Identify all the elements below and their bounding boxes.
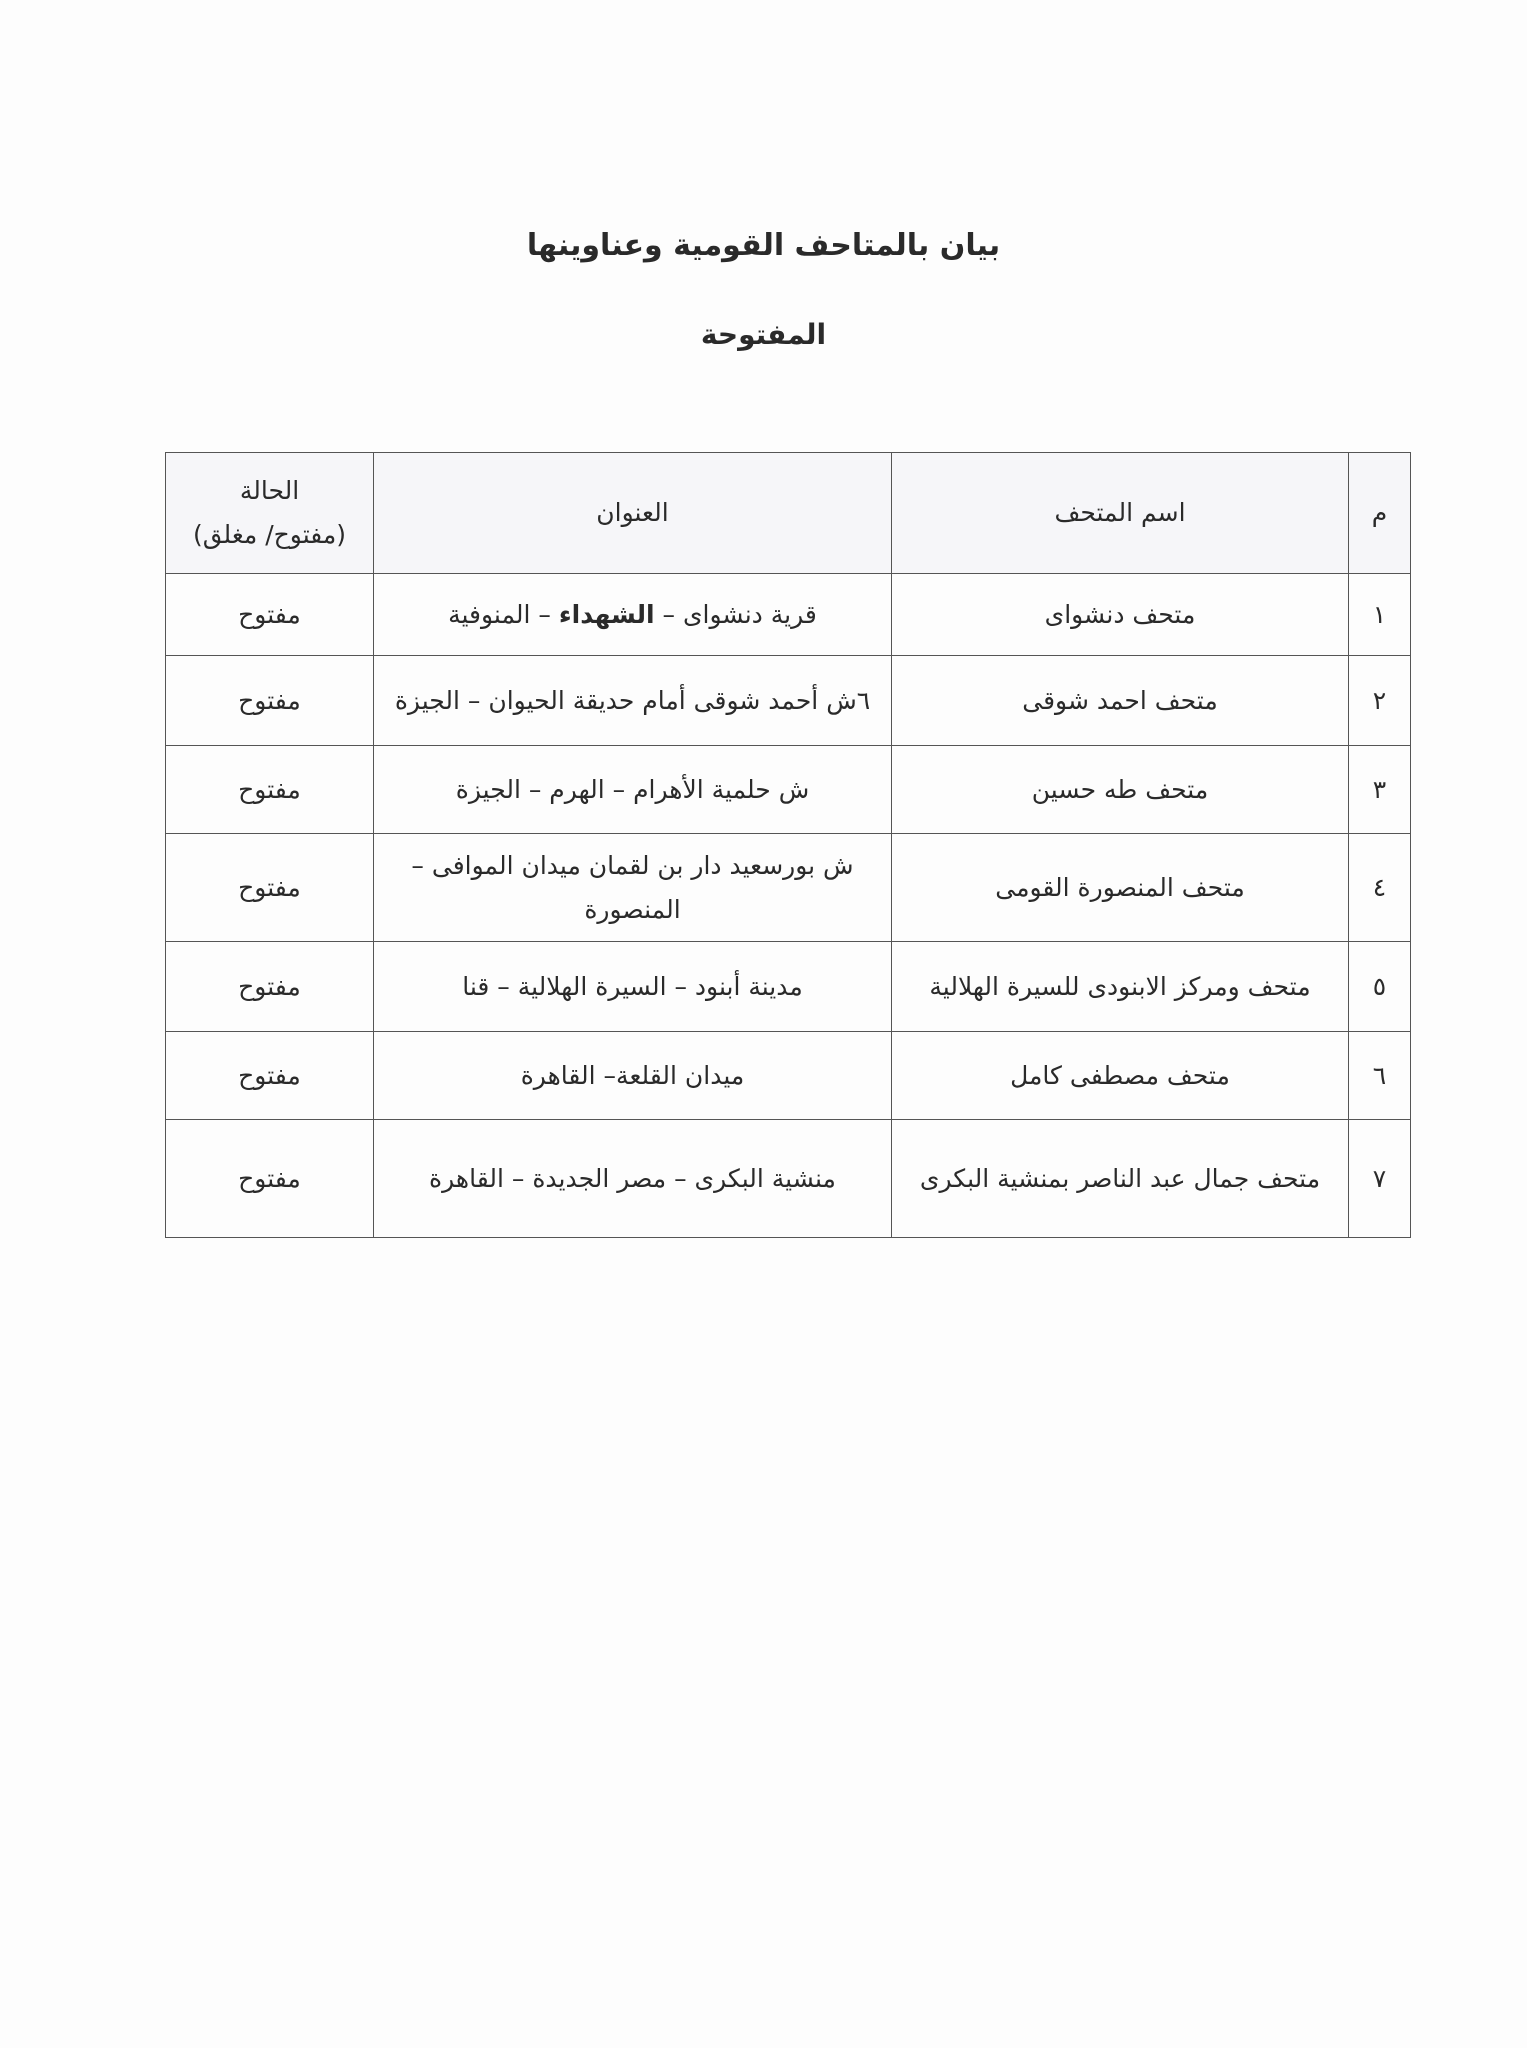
table-row bbox=[166, 1032, 1411, 1120]
museum-status: مفتوح bbox=[166, 942, 374, 1032]
museum-status: مفتوح bbox=[166, 746, 374, 834]
museum-address: ميدان القلعة– القاهرة bbox=[374, 1032, 892, 1120]
address-part: – المنوفية bbox=[448, 599, 559, 629]
museum-name: متحف طه حسين bbox=[892, 746, 1349, 834]
table-row bbox=[166, 746, 1411, 834]
header-number: م bbox=[1349, 453, 1411, 574]
table-row bbox=[166, 942, 1411, 1032]
museum-address: ش بورسعيد دار بن لقمان ميدان الموافى – المنصورة bbox=[374, 834, 892, 942]
table-header-row bbox=[166, 453, 1411, 574]
row-number: ٧ bbox=[1349, 1120, 1411, 1238]
museum-status: مفتوح bbox=[166, 1120, 374, 1238]
header-museum-name: اسم المتحف bbox=[892, 453, 1349, 574]
header-address: العنوان bbox=[374, 453, 892, 574]
row-number: ٣ bbox=[1349, 746, 1411, 834]
address-part-bold: الشهداء bbox=[558, 599, 655, 629]
row-number: ٥ bbox=[1349, 942, 1411, 1032]
table-row bbox=[166, 1120, 1411, 1238]
table-row bbox=[166, 656, 1411, 746]
museum-address: منشية البكرى – مصر الجديدة – القاهرة bbox=[374, 1120, 892, 1238]
header-status-line1: الحالة bbox=[239, 476, 300, 506]
address-part: قرية دنشواى – bbox=[654, 599, 817, 629]
museum-name: متحف جمال عبد الناصر بمنشية البكرى bbox=[892, 1120, 1349, 1238]
table-row bbox=[166, 574, 1411, 656]
museum-name: متحف مصطفى كامل bbox=[892, 1032, 1349, 1120]
museum-status: مفتوح bbox=[166, 834, 374, 942]
header-status-line2: (مفتوح/ مغلق) bbox=[192, 520, 347, 549]
museum-status: مفتوح bbox=[166, 1032, 374, 1120]
museum-name: متحف احمد شوقى bbox=[892, 656, 1349, 746]
row-number: ١ bbox=[1349, 574, 1411, 656]
museum-name: متحف ومركز الابنودى للسيرة الهلالية bbox=[892, 942, 1349, 1032]
table-row bbox=[166, 834, 1411, 942]
header-status bbox=[166, 453, 374, 574]
museum-name: متحف المنصورة القومى bbox=[892, 834, 1349, 942]
museum-status: مفتوح bbox=[166, 574, 374, 656]
museums-table bbox=[165, 452, 1411, 1238]
page-subtitle: المفتوحة bbox=[700, 318, 827, 351]
museum-address: مدينة أبنود – السيرة الهلالية – قنا bbox=[374, 942, 892, 1032]
museum-name: متحف دنشواى bbox=[892, 574, 1349, 656]
row-number: ٢ bbox=[1349, 656, 1411, 746]
museum-status: مفتوح bbox=[166, 656, 374, 746]
row-number: ٤ bbox=[1349, 834, 1411, 942]
museum-address bbox=[374, 574, 892, 656]
museum-address: ش حلمية الأهرام – الهرم – الجيزة bbox=[374, 746, 892, 834]
museum-address: ٦ش أحمد شوقى أمام حديقة الحيوان – الجيزة bbox=[374, 656, 892, 746]
page-title: بيان بالمتاحف القومية وعناوينها bbox=[526, 228, 1001, 263]
row-number: ٦ bbox=[1349, 1032, 1411, 1120]
